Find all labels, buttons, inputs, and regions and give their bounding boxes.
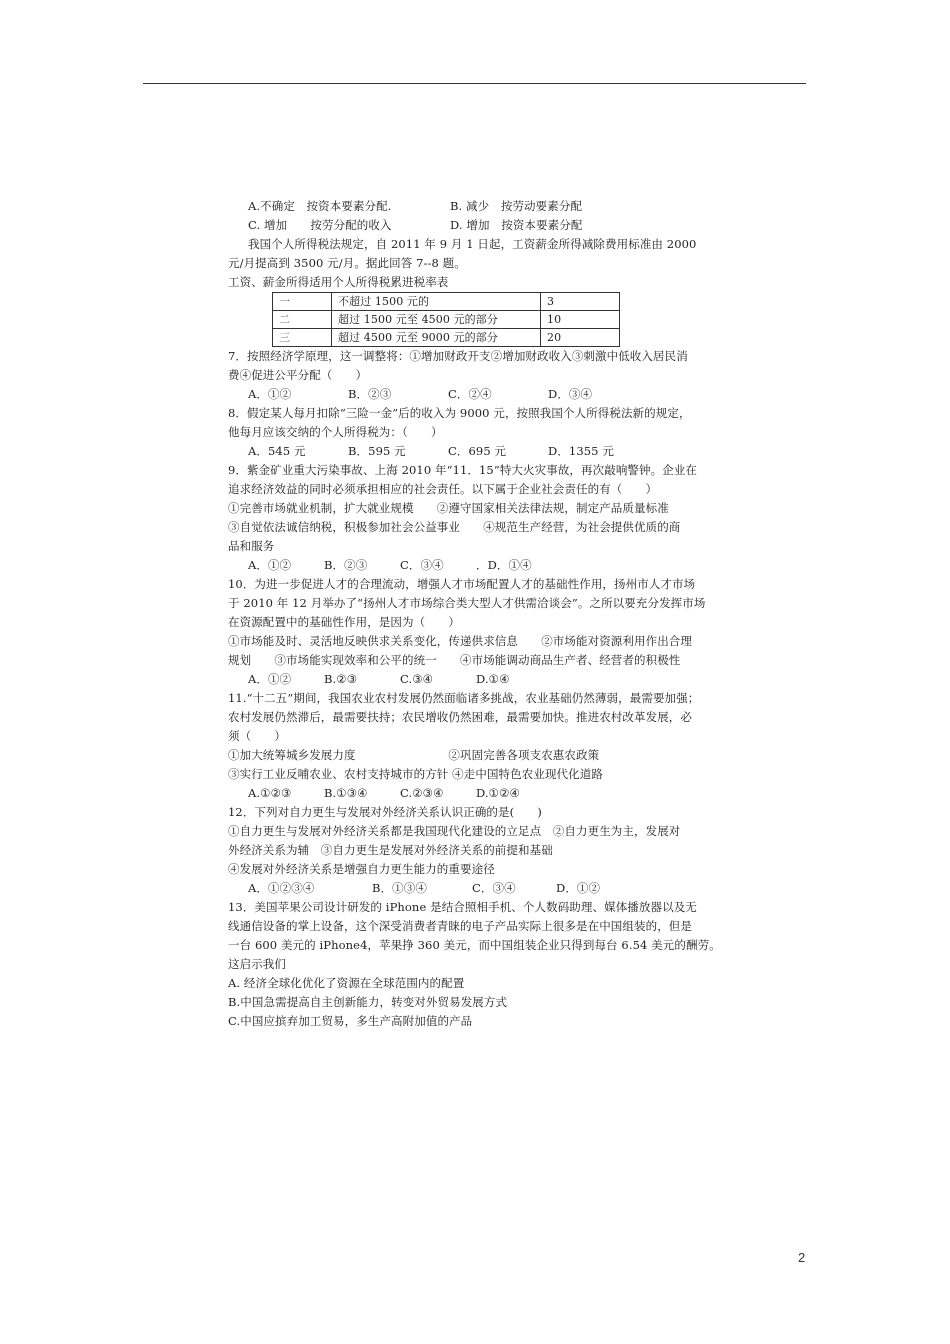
q11-option-a: A.①②③ xyxy=(248,786,292,800)
table-cell: 一 xyxy=(273,293,332,311)
tax-table-title: 工资、薪金所得适用个人所得税累进税率表 xyxy=(228,275,449,289)
q13-option-c: C.中国应摈弃加工贸易，多生产高附加值的产品 xyxy=(228,1014,473,1028)
table-cell: 二 xyxy=(273,311,332,329)
q9-options xyxy=(228,556,733,575)
q6-option-c: C. 增加 按劳分配的收入 xyxy=(248,218,392,232)
q6-option-b: B. 减少 按劳动要素分配 xyxy=(450,199,583,213)
q12-items-1: ①自力更生与发展对外经济关系都是我国现代化建设的立足点 ②自力更生为主，发展对 xyxy=(228,824,681,838)
q8-option-d: D．1355 元 xyxy=(548,444,614,458)
q10-option-a: A．①② xyxy=(248,672,292,686)
q11-stem-2: 农村发展仍然滞后，最需要扶持；农民增收仍然困难，最需要加快。推进农村改革发展，必 xyxy=(228,710,692,724)
q12-stem-1: 12．下列对自力更生与发展对外经济关系认识正确的是( ) xyxy=(228,805,543,819)
q11-options xyxy=(228,784,733,803)
q7-option-d: D．③④ xyxy=(548,387,593,401)
intro-line-2: 元/月提高到 3500 元/月。据此回答 7--8 题。 xyxy=(228,256,466,270)
q9-items-3: 品和服务 xyxy=(228,539,275,553)
q8-options xyxy=(228,442,733,461)
q9-items-1: ①完善市场就业机制，扩大就业规模 ②遵守国家相关法律法规，制定产品质量标准 xyxy=(228,501,669,515)
q10-items-2: 规划 ③市场能实现效率和公平的统一 ④市场能调动商品生产者、经营者的积极性 xyxy=(228,653,681,667)
q12-items-3: ④发展对外经济关系是增强自力更生能力的重要途径 xyxy=(228,862,495,876)
q7-stem-2: 费④促进公平分配（ ） xyxy=(228,368,368,382)
q8-option-c: C．695 元 xyxy=(448,444,507,458)
table-row xyxy=(273,329,620,347)
q12-items-2: 外经济关系为辅 ③自力更生是发展对外经济关系的前提和基础 xyxy=(228,843,553,857)
q10-option-b: B.②③ xyxy=(324,672,358,686)
q11-option-d: D.①②④ xyxy=(476,786,520,800)
q9-stem-1: 9．紫金矿业重大污染事故、上海 2010 年“11．15”特大火灾事故，再次敲响警钟。企业在 xyxy=(228,463,698,477)
table-cell: 3 xyxy=(541,293,620,311)
q10-stem-1: 10．为进一步促进人才的合理流动，增强人才市场配置人才的基础性作用，扬州市人才市场 xyxy=(228,577,696,591)
q12-options xyxy=(228,879,733,898)
q12-option-c: C．③④ xyxy=(472,881,516,895)
q8-option-a: A．545 元 xyxy=(248,444,306,458)
table-row xyxy=(273,311,620,329)
q10-option-d: D.①④ xyxy=(476,672,510,686)
q9-option-c: C．③④ xyxy=(400,558,444,572)
table-cell: 10 xyxy=(541,311,620,329)
q10-option-c: C.③④ xyxy=(400,672,434,686)
q13-stem-1: 13．美国苹果公司设计研发的 iPhone 是结合照相手机、个人数码助理、媒体播放器以及无 xyxy=(228,900,697,914)
q7-stem-1: 7．按照经济学原理，这一调整将：①增加财政开支②增加财政收入③刺激中低收入居民消 xyxy=(228,349,688,363)
q11-option-c: C.②③④ xyxy=(400,786,444,800)
q10-options xyxy=(228,670,733,689)
q10-stem-2: 于 2010 年 12 月举办了“扬州人才市场综合类大型人才供需洽谈会”。之所以要充分发挥市场 xyxy=(228,596,706,610)
table-cell: 不超过 1500 元的 xyxy=(332,293,541,311)
table-cell: 20 xyxy=(541,329,620,347)
q7-option-b: B．②③ xyxy=(348,387,392,401)
q11-stem-1: 11.“十二五”期间，我国农业农村发展仍然面临诸多挑战，农业基础仍然薄弱，最需要加强； xyxy=(228,691,700,705)
q11-items-1: ①加大统筹城乡发展力度 ②巩固完善各项支农惠农政策 xyxy=(228,748,600,762)
q6-option-d: D. 增加 按资本要素分配 xyxy=(450,218,583,232)
table-row xyxy=(273,293,620,311)
page-number: 2 xyxy=(798,1250,806,1265)
q10-items-1: ①市场能及时、灵活地反映供求关系变化，传递供求信息 ②市场能对资源利用作出合理 xyxy=(228,634,692,648)
q8-stem-1: 8．假定某人每月扣除“三险一金”后的收入为 9000 元，按照我国个人所得税法新的规定， xyxy=(228,406,691,420)
q7-option-c: C．②④ xyxy=(448,387,492,401)
q12-option-b: B．①③④ xyxy=(372,881,427,895)
q12-option-a: A．①②③④ xyxy=(248,881,315,895)
q6-option-a: A.不确定 按资本要素分配. xyxy=(248,199,392,213)
q6-options-row-2 xyxy=(228,216,733,235)
q11-stem-3: 须（ ） xyxy=(228,729,286,743)
q9-stem-2: 追求经济效益的同时必须承担相应的社会责任。以下属于企业社会责任的有（ ） xyxy=(228,482,658,496)
table-cell: 三 xyxy=(273,329,332,347)
q13-option-a: A. 经济全球化优化了资源在全球范围内的配置 xyxy=(228,976,465,990)
table-cell: 超过 4500 元至 9000 元的部分 xyxy=(332,329,541,347)
q11-items-2: ③实行工业反哺农业、农村支持城市的方针 ④走中国特色农业现代化道路 xyxy=(228,767,603,781)
table-cell: 超过 1500 元至 4500 元的部分 xyxy=(332,311,541,329)
q12-option-d: D．①② xyxy=(556,881,601,895)
q13-stem-4: 这启示我们 xyxy=(228,957,286,971)
q13-stem-2: 线通信设备的掌上设备，这个深受消费者青睐的电子产品实际上很多是在中国组装的，但是 xyxy=(228,919,692,933)
q9-items-2: ③自觉依法诚信纳税，积极参加社会公益事业 ④规范生产经营，为社会提供优质的商 xyxy=(228,520,681,534)
q6-options-row-1 xyxy=(228,197,733,216)
q10-stem-3: 在资源配置中的基础性作用，是因为（ ） xyxy=(228,615,460,629)
q7-option-a: A．①② xyxy=(248,387,292,401)
q9-option-d: ．D．①④ xyxy=(476,558,532,572)
q9-option-b: B．②③ xyxy=(324,558,368,572)
q11-option-b: B.①③④ xyxy=(324,786,368,800)
q8-stem-2: 他每月应该交纳的个人所得税为：（ ） xyxy=(228,425,443,439)
q8-option-b: B．595 元 xyxy=(348,444,406,458)
q9-option-a: A．①② xyxy=(248,558,292,572)
tax-rate-table xyxy=(272,292,620,347)
q13-stem-3: 一台 600 美元的 iPhone4，苹果挣 360 美元，而中国组装企业只得到每台 6.54 美元的酬劳。 xyxy=(228,938,721,952)
q7-options xyxy=(228,385,733,404)
header-rule xyxy=(143,83,806,84)
exam-page-content xyxy=(228,197,733,1031)
intro-line-1: 我国个人所得税法规定，自 2011 年 9 月 1 日起，工资薪金所得减除费用标准由 2000 xyxy=(248,237,697,251)
q13-option-b: B.中国急需提高自主创新能力，转变对外贸易发展方式 xyxy=(228,995,508,1009)
